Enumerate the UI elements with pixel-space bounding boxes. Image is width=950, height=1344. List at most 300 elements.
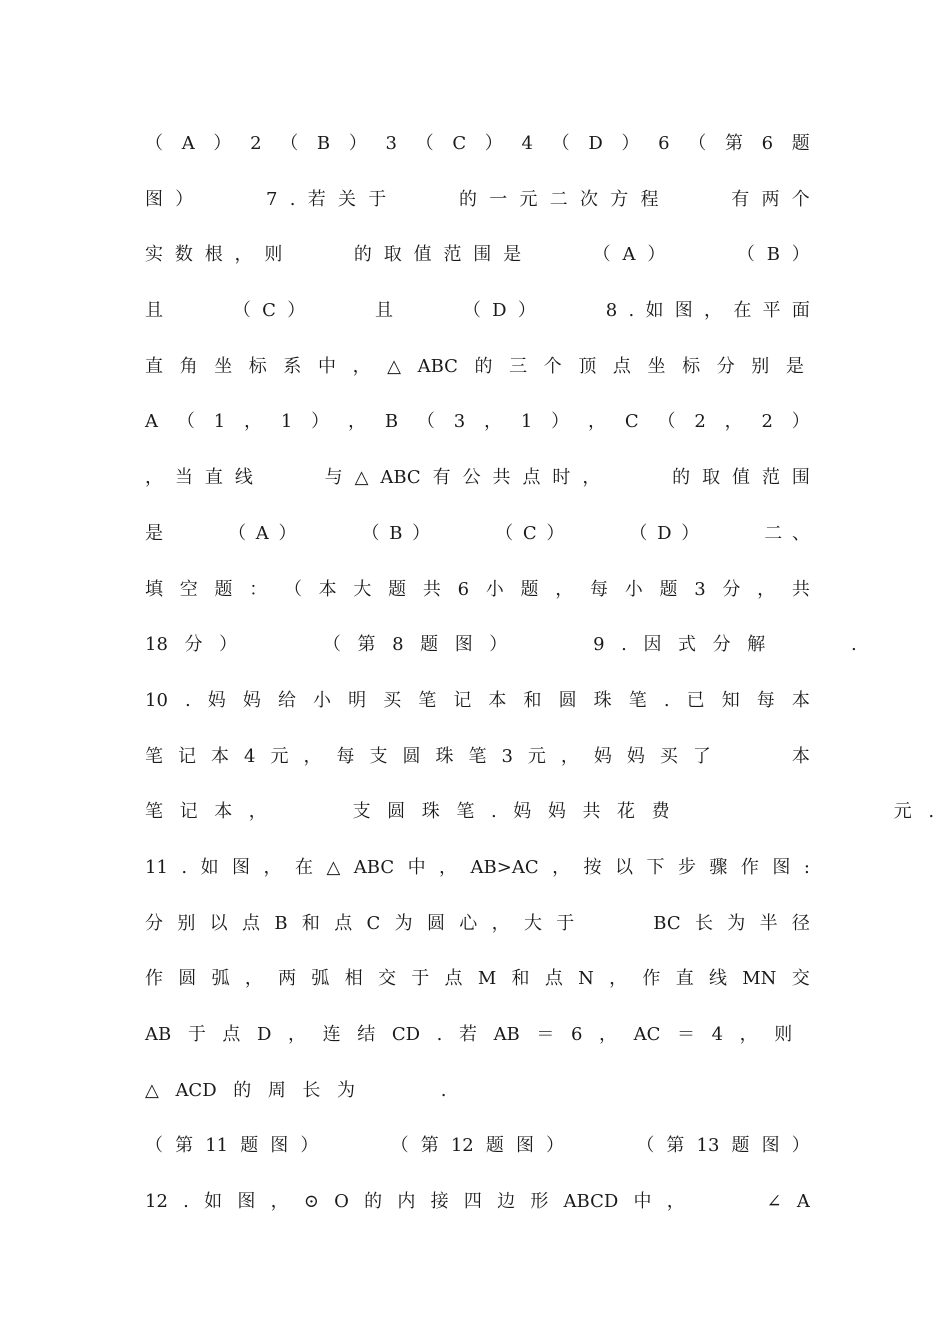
text-glyph: 第 bbox=[175, 1135, 194, 1157]
text-glyph: 第 bbox=[357, 634, 376, 656]
text-glyph: 共 bbox=[492, 467, 511, 489]
text-glyph: 3 bbox=[385, 133, 397, 154]
text-glyph: ） bbox=[546, 522, 565, 544]
text-glyph: D bbox=[588, 133, 603, 154]
text-glyph: 面 bbox=[791, 300, 810, 322]
text-glyph: 程 bbox=[640, 188, 659, 210]
text-glyph: 7 bbox=[266, 188, 278, 210]
text-glyph: ） bbox=[311, 411, 330, 433]
text-glyph: 妈 bbox=[593, 745, 612, 767]
text-glyph: 1 bbox=[520, 411, 533, 433]
text-glyph: 一 bbox=[489, 188, 508, 210]
text-glyph: 坐 bbox=[214, 355, 233, 377]
text-glyph: 买 bbox=[383, 689, 402, 711]
text-glyph: 标 bbox=[682, 355, 701, 377]
text-glyph: 本 bbox=[791, 689, 810, 711]
text-glyph: 大 bbox=[353, 578, 372, 600]
text-glyph: ， bbox=[244, 968, 263, 990]
text-glyph: 2 bbox=[761, 411, 773, 433]
text-glyph: 半 bbox=[759, 912, 778, 934]
text-glyph: 两 bbox=[278, 968, 297, 990]
text-glyph: （ bbox=[390, 1135, 409, 1157]
text-glyph: 线 bbox=[708, 968, 727, 990]
text-glyph bbox=[206, 182, 224, 238]
text-glyph: 三 bbox=[509, 355, 528, 377]
text-glyph: 6 bbox=[658, 133, 670, 154]
text-glyph: 如 bbox=[200, 856, 219, 878]
text-glyph: 中 bbox=[317, 355, 336, 377]
text-glyph: 二 bbox=[764, 522, 783, 544]
text-glyph: CD bbox=[391, 1024, 421, 1045]
text-glyph: 中 bbox=[633, 1191, 652, 1213]
text-glyph: ， bbox=[757, 578, 776, 600]
text-glyph: 1 bbox=[280, 411, 293, 433]
text-glyph: 点 bbox=[612, 355, 631, 377]
text-glyph bbox=[346, 293, 364, 349]
text-glyph: 分 bbox=[716, 355, 735, 377]
text-glyph: 中 bbox=[407, 856, 426, 878]
text-glyph bbox=[606, 1128, 624, 1184]
text-glyph: （ bbox=[283, 578, 302, 600]
text-glyph: ， bbox=[263, 856, 282, 878]
text-glyph: 有 bbox=[731, 188, 750, 210]
text-glyph: 本 bbox=[214, 801, 233, 823]
text-glyph: 小 bbox=[624, 578, 643, 600]
text-glyph: 次 bbox=[579, 188, 598, 210]
text-glyph: 直 bbox=[145, 355, 163, 377]
text-glyph: : bbox=[803, 856, 810, 878]
text-glyph: B bbox=[389, 522, 403, 544]
text-glyph: D bbox=[257, 1024, 272, 1045]
text-glyph bbox=[316, 293, 334, 349]
text-glyph bbox=[372, 1073, 390, 1129]
text-glyph: 别 bbox=[177, 912, 196, 934]
text-line bbox=[145, 961, 810, 1017]
text-glyph: 共 bbox=[582, 801, 601, 823]
text-glyph: 顶 bbox=[578, 355, 597, 377]
text-glyph: M bbox=[477, 968, 497, 990]
text-glyph: 于 bbox=[411, 968, 430, 990]
text-glyph: ） bbox=[489, 634, 508, 656]
text-line bbox=[145, 404, 810, 460]
text-glyph bbox=[782, 627, 800, 683]
text-glyph: ） bbox=[175, 188, 194, 210]
text-glyph: 方 bbox=[610, 188, 629, 210]
text-glyph bbox=[707, 237, 725, 293]
text-glyph: 妈 bbox=[207, 689, 226, 711]
text-glyph: 且 bbox=[145, 300, 163, 322]
text-glyph: （ bbox=[495, 522, 514, 544]
text-glyph: 个 bbox=[791, 188, 810, 210]
text-glyph: ） bbox=[300, 1135, 319, 1157]
text-glyph: ， bbox=[484, 411, 503, 433]
text-glyph: AB bbox=[145, 1024, 172, 1045]
text-glyph: 有 bbox=[432, 467, 451, 489]
text-glyph bbox=[642, 460, 660, 516]
text-glyph: C bbox=[522, 522, 537, 544]
text-glyph: 笔 bbox=[418, 689, 437, 711]
text-glyph: 式 bbox=[678, 634, 697, 656]
text-glyph: 元 bbox=[270, 745, 289, 767]
text-glyph: 接 bbox=[430, 1191, 449, 1213]
text-glyph: 4 bbox=[244, 745, 256, 767]
text-glyph: 的 bbox=[672, 467, 691, 489]
text-glyph: ， bbox=[248, 801, 267, 823]
text-glyph: 笔 bbox=[145, 745, 163, 767]
text-glyph: 6 bbox=[761, 133, 774, 154]
text-glyph: 线 bbox=[234, 467, 253, 489]
text-glyph: ， bbox=[555, 578, 574, 600]
text-line bbox=[145, 1017, 810, 1073]
text-glyph: 本 bbox=[791, 745, 810, 767]
text-glyph: 共 bbox=[791, 578, 810, 600]
text-glyph: 圆 bbox=[178, 968, 197, 990]
text-glyph: 圆 bbox=[558, 689, 577, 711]
text-glyph: （ bbox=[688, 133, 707, 154]
text-glyph: 笔 bbox=[145, 801, 163, 823]
text-glyph: AB>AC bbox=[470, 856, 539, 878]
text-glyph: 共 bbox=[422, 578, 441, 600]
text-line bbox=[145, 739, 810, 795]
text-glyph bbox=[398, 182, 416, 238]
text-glyph: 长 bbox=[302, 1079, 321, 1101]
text-glyph: 每 bbox=[336, 745, 355, 767]
text-glyph: 值 bbox=[413, 244, 432, 266]
text-glyph: 9 bbox=[593, 634, 605, 656]
text-line bbox=[145, 293, 810, 349]
text-glyph: ） bbox=[412, 522, 431, 544]
text-glyph: 公 bbox=[462, 467, 481, 489]
text-glyph: B bbox=[766, 244, 780, 266]
text-glyph: 取 bbox=[383, 244, 402, 266]
text-glyph: 径 bbox=[791, 912, 810, 934]
text-glyph bbox=[576, 293, 594, 349]
text-glyph: ） bbox=[551, 411, 570, 433]
text-glyph: 4 bbox=[521, 133, 533, 154]
text-glyph: 6 bbox=[570, 1024, 583, 1045]
text-glyph: ， bbox=[352, 355, 371, 377]
text-glyph: . bbox=[490, 801, 497, 823]
text-glyph: 了 bbox=[692, 745, 711, 767]
text-glyph: O bbox=[334, 1191, 349, 1213]
text-glyph: AB bbox=[493, 1024, 520, 1045]
text-glyph: ， bbox=[270, 1191, 289, 1213]
text-glyph: 6 bbox=[457, 578, 470, 600]
text-glyph: 为 bbox=[727, 912, 746, 934]
text-glyph: （ bbox=[636, 1135, 655, 1157]
text-glyph: 范 bbox=[443, 244, 462, 266]
text-glyph: 分 bbox=[145, 912, 163, 934]
text-glyph: 记 bbox=[179, 801, 198, 823]
text-glyph bbox=[671, 182, 689, 238]
text-glyph: ABC bbox=[417, 355, 458, 377]
text-glyph: ， bbox=[347, 411, 366, 433]
text-glyph: 关 bbox=[337, 188, 356, 210]
text-glyph: ABC bbox=[353, 856, 395, 878]
text-glyph: . bbox=[663, 689, 670, 711]
text-glyph: ： bbox=[249, 578, 268, 600]
text-glyph: ， bbox=[145, 467, 163, 489]
text-glyph: 如 bbox=[204, 1191, 223, 1213]
text-glyph bbox=[361, 1128, 379, 1184]
text-glyph: 内 bbox=[397, 1191, 416, 1213]
text-glyph: MN bbox=[742, 968, 777, 990]
text-glyph: 坐 bbox=[647, 355, 666, 377]
text-glyph bbox=[174, 293, 192, 349]
text-glyph: 本 bbox=[488, 689, 507, 711]
text-glyph bbox=[236, 182, 254, 238]
text-glyph: ） bbox=[681, 522, 700, 544]
text-glyph: 2 bbox=[694, 411, 706, 433]
text-glyph: 作 bbox=[145, 968, 163, 990]
text-glyph: 8 bbox=[392, 634, 404, 656]
text-glyph: 于 bbox=[187, 1024, 206, 1045]
text-glyph: （ bbox=[232, 300, 251, 322]
text-glyph: ， bbox=[560, 745, 579, 767]
text-glyph bbox=[790, 794, 808, 850]
text-glyph: （ bbox=[415, 133, 434, 154]
text-glyph: ） bbox=[348, 133, 367, 154]
text-glyph: 题 bbox=[420, 634, 439, 656]
text-glyph: 妈 bbox=[513, 801, 532, 823]
text-glyph: ， bbox=[243, 411, 262, 433]
text-glyph: 11 bbox=[205, 1135, 229, 1157]
text-glyph bbox=[759, 739, 777, 795]
text-glyph: △ bbox=[326, 856, 341, 878]
text-glyph: 珠 bbox=[421, 801, 440, 823]
text-glyph: ABC bbox=[380, 467, 421, 489]
text-glyph: 元 bbox=[527, 745, 546, 767]
text-line bbox=[145, 349, 810, 405]
text-glyph: A bbox=[622, 244, 636, 266]
text-glyph bbox=[755, 794, 773, 850]
text-glyph bbox=[295, 460, 313, 516]
text-glyph bbox=[524, 627, 542, 683]
text-glyph: ⊙ bbox=[303, 1191, 319, 1213]
text-glyph: . bbox=[928, 801, 935, 823]
text-glyph: 第 bbox=[724, 133, 743, 154]
text-glyph: ） bbox=[791, 411, 810, 433]
text-glyph: 作 bbox=[740, 856, 759, 878]
text-glyph: B bbox=[384, 411, 399, 433]
text-glyph: 根 bbox=[204, 244, 223, 266]
text-glyph: 给 bbox=[277, 689, 296, 711]
text-glyph: ， bbox=[704, 300, 723, 322]
text-glyph: ， bbox=[234, 244, 253, 266]
text-glyph: 点 bbox=[241, 912, 260, 934]
text-glyph: 交 bbox=[791, 968, 810, 990]
text-glyph bbox=[737, 516, 755, 572]
text-glyph: 图 bbox=[237, 1191, 256, 1213]
text-line bbox=[145, 794, 935, 850]
text-glyph: ， bbox=[609, 968, 628, 990]
text-glyph bbox=[686, 794, 704, 850]
text-glyph bbox=[721, 794, 739, 850]
text-glyph: 则 bbox=[264, 244, 283, 266]
text-glyph: 每 bbox=[756, 689, 775, 711]
text-glyph: （ bbox=[176, 411, 195, 433]
text-glyph: 支 bbox=[369, 745, 388, 767]
text-glyph: 大 bbox=[523, 912, 542, 934]
text-glyph: （ bbox=[629, 522, 648, 544]
text-glyph: 8 bbox=[605, 300, 618, 322]
text-glyph bbox=[533, 237, 551, 293]
text-glyph: （ bbox=[361, 522, 380, 544]
text-glyph: 图 bbox=[761, 1135, 780, 1157]
text-glyph: 本 bbox=[211, 745, 229, 767]
text-glyph: 笔 bbox=[468, 745, 487, 767]
text-glyph: . bbox=[440, 1079, 447, 1101]
text-glyph: 角 bbox=[179, 355, 198, 377]
text-glyph: N bbox=[578, 968, 594, 990]
text-glyph: 13 bbox=[696, 1135, 720, 1157]
text-glyph: 18 bbox=[145, 634, 168, 656]
text-glyph: （ bbox=[592, 244, 611, 266]
text-glyph: 圆 bbox=[402, 745, 421, 767]
text-glyph: A bbox=[796, 1191, 810, 1213]
text-glyph: 图 bbox=[515, 1135, 534, 1157]
text-glyph: 妈 bbox=[626, 745, 645, 767]
text-glyph bbox=[825, 794, 843, 850]
text-glyph: ， bbox=[599, 1024, 618, 1045]
text-glyph: 的 bbox=[364, 1191, 383, 1213]
text-glyph: 交 bbox=[377, 968, 396, 990]
text-glyph: （ bbox=[462, 300, 481, 322]
text-glyph bbox=[859, 794, 877, 850]
text-glyph bbox=[733, 1184, 751, 1240]
text-glyph: 值 bbox=[732, 467, 750, 489]
text-glyph: C bbox=[452, 133, 467, 154]
text-glyph: 2 bbox=[250, 133, 262, 154]
text-glyph bbox=[429, 182, 447, 238]
text-glyph: A bbox=[145, 411, 158, 433]
text-glyph: 圆 bbox=[426, 912, 445, 934]
text-glyph: 点 bbox=[444, 968, 463, 990]
text-line bbox=[145, 516, 810, 572]
text-glyph: 连 bbox=[322, 1024, 341, 1045]
text-glyph: B bbox=[274, 912, 288, 934]
text-glyph: ＝ bbox=[536, 1024, 555, 1045]
text-glyph: 图 bbox=[232, 856, 251, 878]
text-glyph: C bbox=[624, 411, 639, 433]
text-glyph: 相 bbox=[344, 968, 363, 990]
text-glyph bbox=[330, 1128, 348, 1184]
text-glyph: 第 bbox=[666, 1135, 685, 1157]
text-glyph: . bbox=[436, 1024, 443, 1045]
text-glyph bbox=[612, 460, 630, 516]
text-glyph: （ bbox=[736, 244, 755, 266]
text-glyph: 实 bbox=[145, 244, 163, 266]
text-glyph: 边 bbox=[497, 1191, 516, 1213]
text-glyph bbox=[709, 516, 727, 572]
text-glyph bbox=[816, 627, 834, 683]
text-glyph: ， bbox=[288, 1024, 307, 1045]
text-glyph: 3 bbox=[453, 411, 466, 433]
text-glyph: 第 bbox=[420, 1135, 439, 1157]
text-glyph: 笔 bbox=[456, 801, 475, 823]
text-glyph: . bbox=[183, 1191, 189, 1213]
text-glyph: 妈 bbox=[547, 801, 566, 823]
text-glyph: 、 bbox=[791, 522, 810, 544]
text-glyph: 费 bbox=[651, 801, 670, 823]
text-glyph: 长 bbox=[694, 912, 713, 934]
text-glyph: 题 bbox=[240, 1135, 259, 1157]
text-glyph: ， bbox=[666, 1191, 685, 1213]
text-glyph: 当 bbox=[174, 467, 193, 489]
text-glyph: （ bbox=[657, 411, 676, 433]
text-glyph: ） bbox=[791, 1135, 810, 1157]
text-glyph: 分 bbox=[184, 634, 203, 656]
text-glyph bbox=[602, 516, 620, 572]
text-glyph bbox=[204, 293, 222, 349]
text-glyph: 于 bbox=[368, 188, 387, 210]
text-glyph: 直 bbox=[675, 968, 694, 990]
text-glyph bbox=[547, 293, 565, 349]
text-glyph: 与 bbox=[324, 467, 343, 489]
text-glyph: △ bbox=[145, 1079, 159, 1101]
text-glyph: 以 bbox=[209, 912, 228, 934]
text-glyph: 为 bbox=[337, 1079, 356, 1101]
text-glyph: 题 bbox=[659, 578, 678, 600]
text-glyph: 解 bbox=[747, 634, 766, 656]
text-glyph bbox=[306, 516, 324, 572]
text-glyph: 珠 bbox=[593, 689, 612, 711]
text-glyph: 题 bbox=[388, 578, 407, 600]
text-line bbox=[145, 572, 810, 628]
text-glyph: ） bbox=[213, 133, 232, 154]
text-glyph: 若 bbox=[458, 1024, 477, 1045]
text-glyph: 时 bbox=[552, 467, 571, 489]
text-glyph: 和 bbox=[511, 968, 530, 990]
text-glyph: 填 bbox=[145, 578, 163, 600]
text-glyph: ∠ bbox=[766, 1191, 782, 1213]
text-glyph: 的 bbox=[458, 188, 477, 210]
text-glyph: （ bbox=[322, 634, 341, 656]
text-glyph: 心 bbox=[459, 912, 478, 934]
text-glyph: 的 bbox=[353, 244, 372, 266]
text-glyph: 题 bbox=[485, 1135, 504, 1157]
text-glyph: ， bbox=[739, 1024, 758, 1045]
text-line bbox=[145, 460, 810, 516]
text-glyph: . bbox=[184, 689, 191, 711]
text-glyph: ， bbox=[491, 912, 510, 934]
text-glyph: . bbox=[181, 856, 188, 878]
text-glyph bbox=[700, 1184, 718, 1240]
text-glyph: 小 bbox=[313, 689, 332, 711]
text-glyph: 小 bbox=[485, 578, 504, 600]
text-glyph: 支 bbox=[352, 801, 371, 823]
text-glyph: D bbox=[492, 300, 507, 322]
text-line bbox=[145, 182, 810, 238]
text-glyph: 弧 bbox=[311, 968, 330, 990]
text-glyph: 以 bbox=[615, 856, 634, 878]
text-glyph: 圆 bbox=[387, 801, 406, 823]
text-glyph: ， bbox=[588, 411, 607, 433]
text-glyph bbox=[318, 794, 336, 850]
text-glyph bbox=[254, 627, 272, 683]
text-glyph: 下 bbox=[646, 856, 665, 878]
text-glyph: B bbox=[316, 133, 331, 154]
text-glyph: 图 bbox=[145, 188, 163, 210]
text-glyph: 妈 bbox=[242, 689, 261, 711]
text-glyph bbox=[726, 739, 744, 795]
text-glyph: 本 bbox=[318, 578, 337, 600]
text-glyph bbox=[173, 516, 191, 572]
text-glyph: 围 bbox=[473, 244, 492, 266]
text-glyph: ， bbox=[303, 745, 322, 767]
text-line bbox=[145, 1128, 810, 1184]
text-line bbox=[145, 126, 810, 182]
